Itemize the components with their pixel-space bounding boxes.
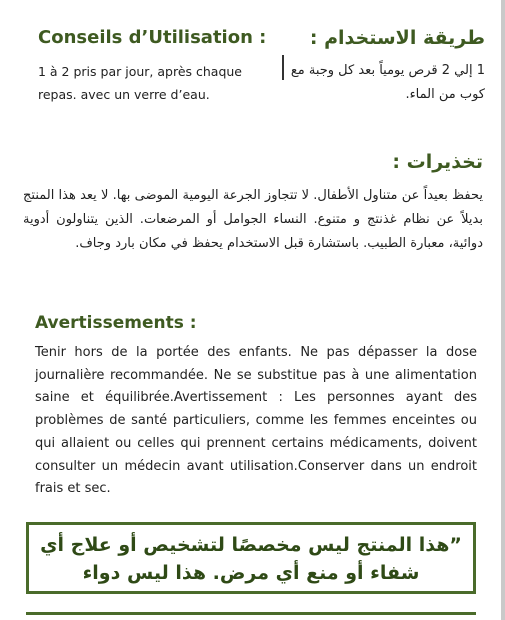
column-divider [282, 55, 284, 80]
warnings-title-fr: Avertissements : [35, 313, 197, 333]
warnings-title-ar: تخذيرات : [392, 151, 483, 173]
usage-title-ar: طريقة الاستخدام : [309, 27, 485, 49]
disclaimer-text: ”هذا المنتج ليس مخصصًا لتشخيص أو علاج أي شفاء أو منع أي مرض. هذا ليس دواء [40, 534, 462, 584]
page-edge [501, 0, 505, 620]
usage-text-ar: 1 إلي 2 قرص يومياً بعد كل وجبة مع كوب من الماء. [290, 63, 485, 102]
usage-text-fr: 1 à 2 pris par jour, après chaque repas. avec un verre d’eau. [38, 64, 242, 102]
disclaimer-box [26, 522, 476, 594]
warnings-text-fr: Tenir hors de la portée des enfants. Ne pas dépasser la dose journalière recommandée. Ne se substitue pas à une alimentation saine et équilibrée.Avertissement : Les personnes ayant des problèmes de santé particuliers, comme les femmes enceintes ou qui allaient ou celles qui prennent certains médicaments, doivent consulter un médecin avant utilisation.Conserver dans un endroit frais et sec. [35, 345, 477, 497]
warnings-text-ar: يحفظ بعيداً عن متناول الأطفال. لا تتجاوز الجرعة اليومية الموضى بها. لا يعد هذا المنتج بديلاً عن نظام غذنتج و متنوع. النساء الجوامل أو المرضعات. الذين يتناولون أدوية دوائية، معبارة الطبيب. باستشارة قبل الاستخدام يحفظ في مكان بارد وجاف. [23, 188, 483, 251]
bottom-rule [26, 612, 476, 615]
usage-title-fr: Conseils d’Utilisation : [38, 27, 267, 48]
